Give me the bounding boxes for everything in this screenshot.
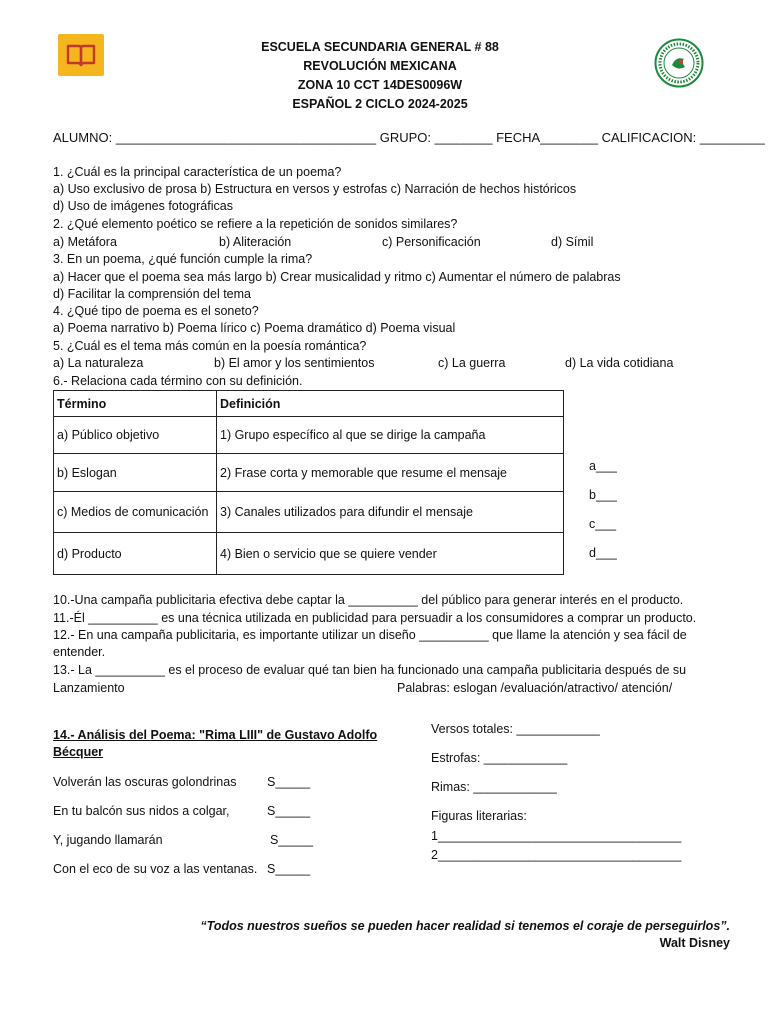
- column-header-term: Término: [54, 391, 217, 417]
- question-10: 10.-Una campaña publicitaria efectiva debe captar la __________ del público para generar interés en el producto.: [53, 593, 684, 607]
- poem-verse: Volverán las oscuras golondrinas: [53, 775, 237, 789]
- question-2-option-a: a) Metáfora: [53, 235, 117, 249]
- table-row: [54, 492, 564, 533]
- book-logo-icon: [58, 34, 104, 76]
- quote-author: Walt Disney: [659, 936, 730, 950]
- rhymes-field[interactable]: Rimas: ____________: [431, 780, 557, 794]
- question-2-option-c: c) Personificación: [382, 235, 481, 249]
- question-4-options: a) Poema narrativo b) Poema lírico c) Poema dramático d) Poema visual: [53, 321, 456, 335]
- question-13-continuation: Lanzamiento: [53, 681, 125, 695]
- question-2-option-b: b) Aliteración: [219, 235, 292, 249]
- question-13: 13.- La __________ es el proceso de evaluar qué tan bien ha funcionado una campaña publicitaria después de su: [53, 663, 687, 677]
- definition-cell: 2) Frase corta y memorable que resume el mensaje: [217, 454, 564, 492]
- poem-verse: Y, jugando llamarán: [53, 833, 163, 847]
- question-5-option-a: a) La naturaleza: [53, 356, 144, 370]
- table-header-row: [54, 391, 564, 417]
- table-row: [54, 417, 564, 454]
- question-5-option-b: b) El amor y los sentimientos: [214, 356, 375, 370]
- definition-cell: 1) Grupo específico al que se dirige la campaña: [217, 417, 564, 454]
- answer-blank-c[interactable]: c___: [589, 517, 617, 531]
- poem-verse: Con el eco de su voz a las ventanas.: [53, 862, 258, 876]
- question-6: 6.- Relaciona cada término con su definición.: [53, 374, 303, 388]
- answer-blank-a[interactable]: a___: [589, 459, 617, 473]
- answer-blank-d[interactable]: d___: [589, 546, 617, 560]
- definition-cell: 3) Canales utilizados para difundir el mensaje: [217, 492, 564, 533]
- course-cycle: ESPAÑOL 2 CICLO 2024-2025: [292, 97, 468, 111]
- definition-cell: 4) Bien o servicio que se quiere vender: [217, 533, 564, 575]
- question-3: 3. En un poema, ¿qué función cumple la rima?: [53, 252, 313, 266]
- poem-verse: En tu balcón sus nidos a colgar,: [53, 804, 230, 818]
- poem-title-author: Bécquer: [53, 745, 104, 759]
- answer-blank-b[interactable]: b___: [589, 488, 617, 502]
- word-bank: Palabras: eslogan /evaluación/atractivo/ atención/: [397, 681, 673, 695]
- table-row: [54, 454, 564, 492]
- student-info-line[interactable]: ALUMNO: ____________________________________ GRUPO: ________ FECHA________ CALIFICACION: _________: [53, 130, 765, 145]
- question-1-option-d: d) Uso de imágenes fotográficas: [53, 199, 233, 213]
- syllable-blank[interactable]: S_____: [267, 862, 311, 876]
- question-1-options: a) Uso exclusivo de prosa b) Estructura en versos y estrofas c) Narración de hechos históricos: [53, 182, 577, 196]
- poem-title: 14.- Análisis del Poema: "Rima LIII" de Gustavo Adolfo: [53, 728, 378, 742]
- syllable-blank[interactable]: S_____: [270, 833, 314, 847]
- question-3-option-d: d) Facilitar la comprensión del tema: [53, 287, 251, 301]
- school-zone: ZONA 10 CCT 14DES0096W: [297, 78, 463, 92]
- closing-quote: [200, 918, 730, 952]
- question-5-option-d: d) La vida cotidiana: [565, 356, 674, 370]
- question-12-continuation: entender.: [53, 645, 106, 659]
- literary-figure-field-1[interactable]: 1___________________________________: [431, 829, 682, 843]
- question-1: 1. ¿Cuál es la principal característica de un poema?: [53, 165, 342, 179]
- question-2-option-d: d) Símil: [551, 235, 594, 249]
- table-row: [54, 533, 564, 575]
- question-5-option-c: c) La guerra: [438, 356, 506, 370]
- school-seal-logo: [654, 38, 704, 88]
- question-5: 5. ¿Cuál es el tema más común en la poesía romántica?: [53, 339, 367, 353]
- term-cell: d) Producto: [54, 533, 217, 575]
- school-header: [180, 38, 580, 114]
- school-name: ESCUELA SECUNDARIA GENERAL # 88: [261, 40, 499, 54]
- term-cell: a) Público objetivo: [54, 417, 217, 454]
- term-cell: b) Eslogan: [54, 454, 217, 492]
- syllable-blank[interactable]: S_____: [267, 775, 311, 789]
- column-header-definition: Definición: [217, 391, 564, 417]
- question-2: 2. ¿Qué elemento poético se refiere a la repetición de sonidos similares?: [53, 217, 458, 231]
- literary-figure-field-2[interactable]: 2___________________________________: [431, 848, 682, 862]
- question-12: 12.- En una campaña publicitaria, es importante utilizar un diseño __________ que llame la atención y sea fácil de: [53, 628, 687, 642]
- term-cell: c) Medios de comunicación: [54, 492, 217, 533]
- matching-table: [53, 390, 564, 575]
- question-4: 4. ¿Qué tipo de poema es el soneto?: [53, 304, 259, 318]
- question-3-options: a) Hacer que el poema sea más largo b) Crear musicalidad y ritmo c) Aumentar el número de palabras: [53, 270, 621, 284]
- stanzas-field[interactable]: Estrofas: ____________: [431, 751, 568, 765]
- school-subtitle: REVOLUCIÓN MEXICANA: [303, 59, 457, 73]
- total-verses-field[interactable]: Versos totales: ____________: [431, 722, 600, 736]
- quote-text: “Todos nuestros sueños se pueden hacer realidad si tenemos el coraje de perseguirlos”.: [200, 919, 730, 933]
- question-11: 11.-Él __________ es una técnica utilizada en publicidad para persuadir a los consumidores a comprar un producto.: [53, 611, 697, 625]
- syllable-blank[interactable]: S_____: [267, 804, 311, 818]
- literary-figures-label: Figuras literarias:: [431, 809, 527, 823]
